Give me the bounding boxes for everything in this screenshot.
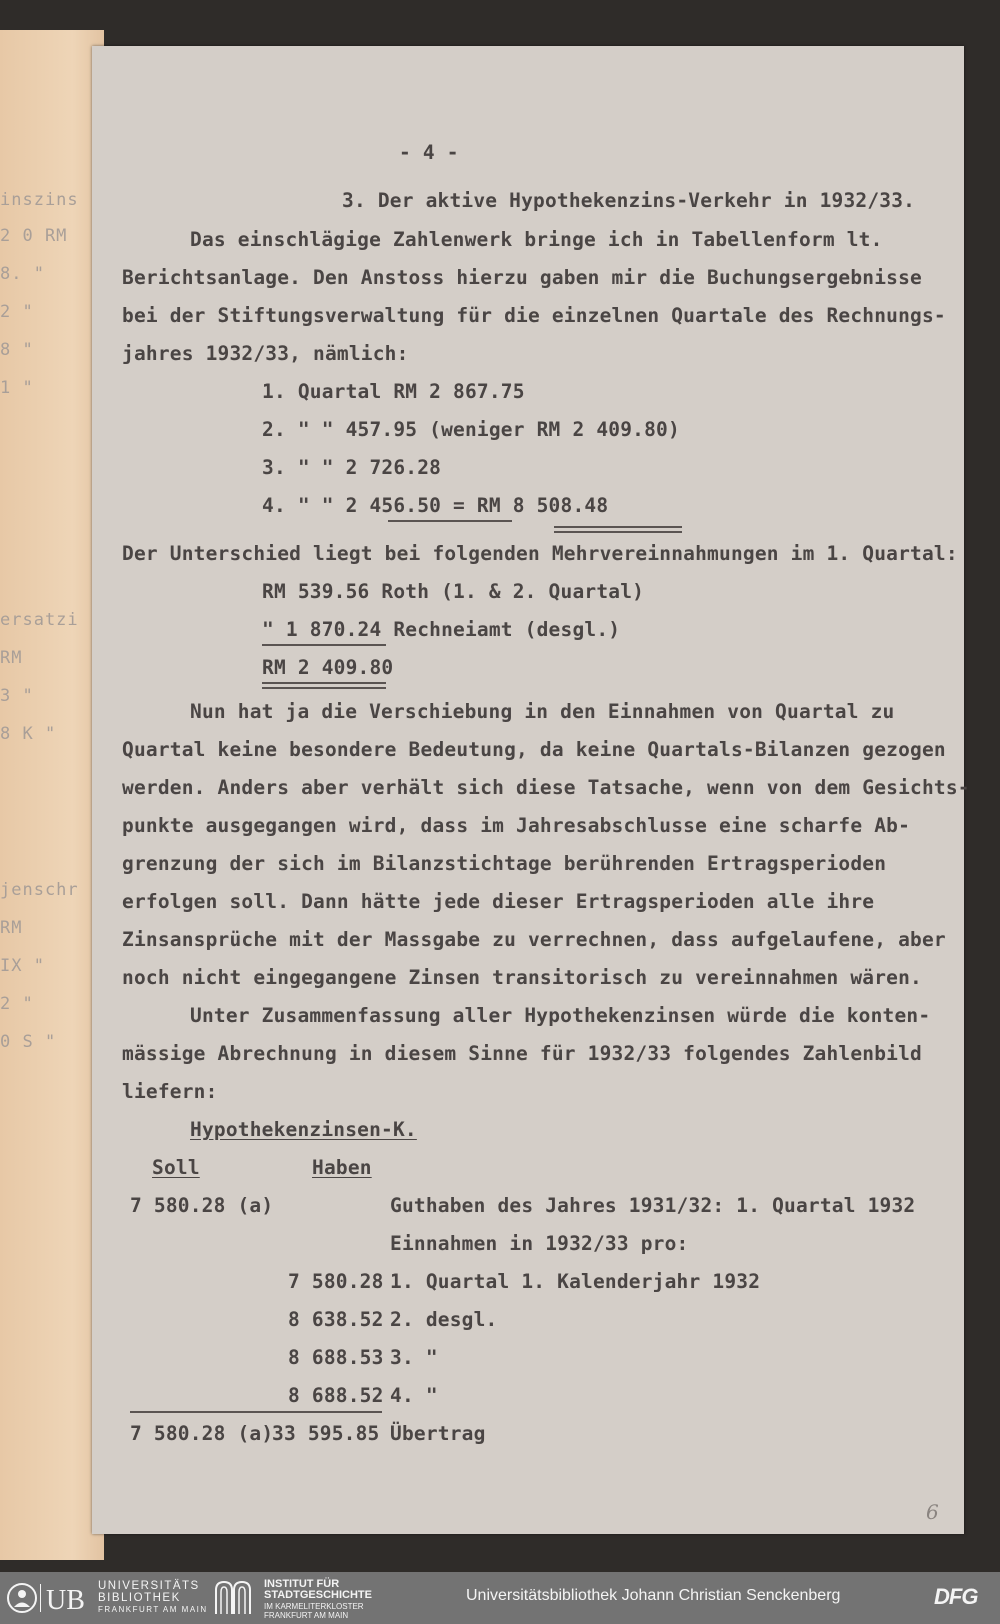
typed-page xyxy=(92,46,970,1534)
left-bleed-text: jenschr xyxy=(0,880,79,900)
text-line: erfolgen soll. Dann hätte jede dieser Ertragsperioden alle ihre xyxy=(122,890,875,913)
left-bleed-text: IX " xyxy=(0,956,45,976)
text-line: Zinsansprüche mit der Massgabe zu verrechnen, dass aufgelaufene, aber xyxy=(122,928,946,951)
ledger-total-soll: 7 580.28 (a) xyxy=(130,1422,274,1445)
left-bleed-text: 3 " xyxy=(0,686,34,706)
ledger-sum-line xyxy=(130,1411,382,1413)
left-bleed-text: 1 " xyxy=(0,378,34,398)
left-bleed-text: inszins xyxy=(0,190,79,210)
text-line: noch nicht eingegangene Zinsen transitorisch zu vereinnahmen wären. xyxy=(122,966,922,989)
ub-line: BIBLIOTHEK xyxy=(98,1592,181,1604)
ledger-text: 4. " xyxy=(390,1384,438,1407)
ledger-haben: 8 638.52 xyxy=(288,1308,384,1331)
ledger-haben: 7 580.28 xyxy=(288,1270,384,1293)
sum-underline xyxy=(388,520,512,522)
left-bleed-text: 8 K " xyxy=(0,724,57,744)
text-line: werden. Anders aber verhält sich diese Tatsache, wenn von dem Gesichts- xyxy=(122,776,970,799)
ub-wordmark xyxy=(98,1580,208,1616)
left-bleed-text: 8 " xyxy=(0,340,34,360)
text-line: Das einschlägige Zahlenwerk bringe ich in Tabellenform lt. xyxy=(190,228,883,251)
diff-total: RM 2 409.80 xyxy=(262,656,394,679)
text-line: bei der Stiftungsverwaltung für die einzelnen Quartale des Rechnungs- xyxy=(122,304,946,327)
text-line: grenzung der sich im Bilanzstichtage berührenden Ertragsperioden xyxy=(122,852,887,875)
text-line: Quartal keine besondere Bedeutung, da keine Quartals-Bilanzen gezogen xyxy=(122,738,946,761)
text-line: Unter Zusammenfassung aller Hypothekenzinsen würde die konten- xyxy=(190,1004,931,1027)
ub-logo[interactable] xyxy=(6,1582,94,1614)
isg-line: INSTITUT FÜR xyxy=(264,1578,340,1590)
ub-line: FRANKFURT AM MAIN xyxy=(98,1605,208,1614)
section-heading: 3. Der aktive Hypothekenzins-Verkehr in 1932/33. xyxy=(342,189,916,212)
isg-line: STADTGESCHICHTE xyxy=(264,1589,372,1601)
ledger-soll: 7 580.28 (a) xyxy=(130,1194,274,1217)
left-bleed-text: 0 S " xyxy=(0,1032,57,1052)
left-bleed-text: 2 0 RM xyxy=(0,226,68,246)
column-header-soll: Soll xyxy=(152,1156,200,1179)
isg-logo[interactable] xyxy=(214,1580,252,1616)
ledger-text: 1. Quartal 1. Kalenderjahr 1932 xyxy=(390,1270,761,1293)
ledger-text: Guthaben des Jahres 1931/32: 1. Quartal 1932 xyxy=(390,1194,916,1217)
left-bleed-text: RM xyxy=(0,648,23,668)
ub-emblem-icon xyxy=(6,1582,94,1614)
diff-line: " 1 870.24 Rechneiamt (desgl.) xyxy=(262,618,621,641)
page-number: - 4 - xyxy=(399,141,459,164)
left-bleed-text: 8. " xyxy=(0,264,45,284)
ledger-text: 2. desgl. xyxy=(390,1308,498,1331)
ledger-text: 3. " xyxy=(390,1346,438,1369)
ledger-text: Einnahmen in 1932/33 pro: xyxy=(390,1232,689,1255)
left-page-edge xyxy=(0,30,104,1560)
ledger-total-text: Übertrag xyxy=(390,1422,486,1445)
quarter-line: 2. " " 457.95 (weniger RM 2 409.80) xyxy=(262,418,680,441)
pencil-page-mark: 6 xyxy=(926,1500,939,1524)
text-line: liefern: xyxy=(122,1080,218,1103)
isg-sub-line: IM KARMELITERKLOSTER xyxy=(264,1602,364,1611)
ledger-haben: 8 688.53 xyxy=(288,1346,384,1369)
left-bleed-text: 2 " xyxy=(0,994,34,1014)
text-line: mässige Abrechnung in diesem Sinne für 1932/33 folgendes Zahlenbild xyxy=(122,1042,922,1065)
library-name: Universitätsbibliothek Johann Christian Senckenberg xyxy=(466,1587,841,1604)
isg-sub-line: FRANKFURT AM MAIN xyxy=(264,1611,349,1620)
isg-arches-icon xyxy=(214,1580,252,1616)
quarter-line: 1. Quartal RM 2 867.75 xyxy=(262,380,525,403)
total-double-underline xyxy=(554,526,682,533)
ledger-total-haben: 33 595.85 xyxy=(272,1422,380,1445)
text-line: Der Unterschied liegt bei folgenden Mehrvereinnahmungen im 1. Quartal: xyxy=(122,542,958,565)
quarter-line: 3. " " 2 726.28 xyxy=(262,456,442,479)
dfg-logo[interactable]: DFG xyxy=(934,1584,978,1609)
text-line: jahres 1932/33, nämlich: xyxy=(122,342,409,365)
account-title: Hypothekenzinsen-K. xyxy=(190,1118,417,1141)
text-line: Berichtsanlage. Den Anstoss hierzu gaben mir die Buchungsergebnisse xyxy=(122,266,922,289)
left-bleed-text: RM xyxy=(0,918,23,938)
isg-wordmark xyxy=(264,1579,372,1601)
text-line: Nun hat ja die Verschiebung in den Einnahmen von Quartal zu xyxy=(190,700,895,723)
ledger-haben: 8 688.52 xyxy=(288,1384,384,1407)
left-bleed-text: 2 " xyxy=(0,302,34,322)
diff-line: RM 539.56 Roth (1. & 2. Quartal) xyxy=(262,580,645,603)
left-bleed-text: ersatzi xyxy=(0,610,79,630)
ub-line: UNIVERSITÄTS xyxy=(98,1580,200,1592)
viewer-footer xyxy=(0,1572,1000,1624)
svg-text:UB: UB xyxy=(46,1585,85,1614)
quarter-line: 4. " " 2 456.50 = RM 8 508.48 xyxy=(262,494,609,517)
isg-subtitle xyxy=(264,1602,364,1620)
total-double-underline xyxy=(262,682,386,689)
column-header-haben: Haben xyxy=(312,1156,372,1179)
sum-underline xyxy=(262,644,386,646)
text-line: punkte ausgegangen wird, dass im Jahresabschlusse eine scharfe Ab- xyxy=(122,814,911,837)
